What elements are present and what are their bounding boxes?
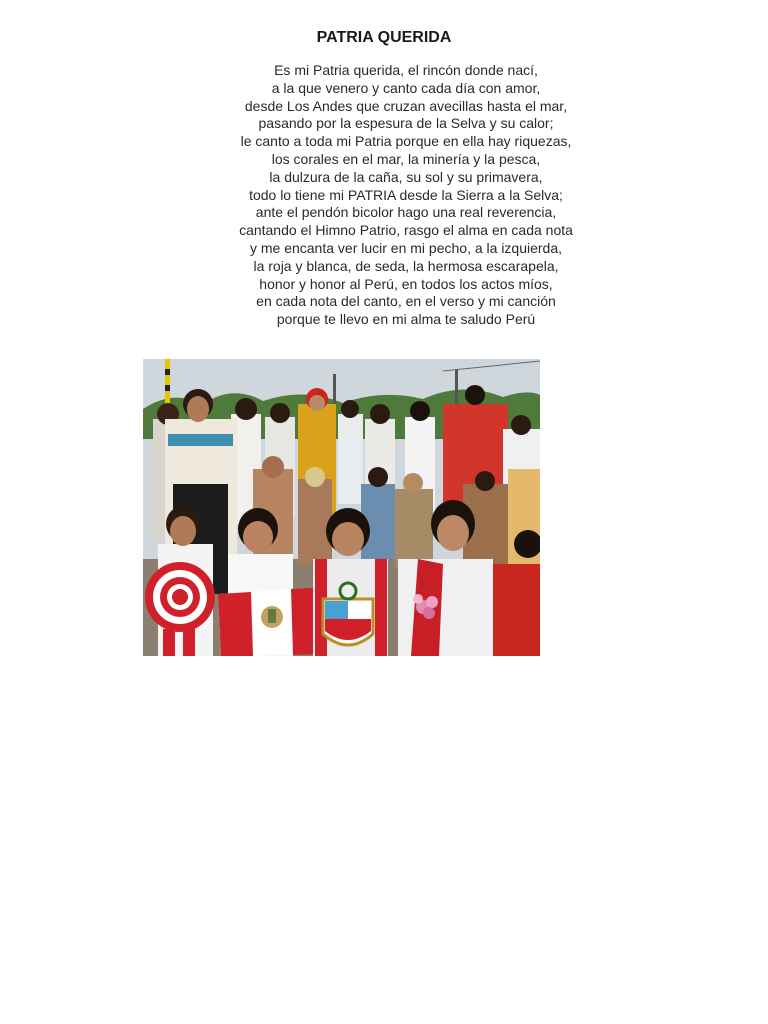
poem-line: a la que venero y canto cada día con amor, xyxy=(271,79,541,96)
poem-line: pasando por la espesura de la Selva y su calor; xyxy=(258,115,554,132)
poem-text xyxy=(0,62,768,329)
poem-line: ante el pendón bicolor hago una real reverencia, xyxy=(255,204,557,221)
poem-line: la roja y blanca, de seda, la hermosa escarapela, xyxy=(253,257,559,274)
poem-line: le canto a toda mi Patria porque en ella hay riquezas, xyxy=(240,133,572,150)
poem-line: honor y honor al Perú, en todos los actos míos, xyxy=(259,275,553,292)
page-title: PATRIA QUERIDA xyxy=(316,29,452,46)
poem-line: todo lo tiene mi PATRIA desde la Sierra a la Selva; xyxy=(249,186,563,203)
poem-line: la dulzura de la caña, su sol y su primavera, xyxy=(269,168,543,185)
poem-line: en cada nota del canto, en el verso y mi canción xyxy=(256,293,556,310)
poem-line: cantando el Himno Patrio, rasgo el alma en cada nota xyxy=(239,222,573,239)
poem-line: los corales en el mar, la minería y la pesca, xyxy=(271,150,541,167)
poem-line: Es mi Patria querida, el rincón donde nací, xyxy=(274,62,538,78)
poem-line: y me encanta ver lucir en mi pecho, a la izquierda, xyxy=(249,239,563,256)
group-photo xyxy=(143,359,540,656)
poem-line: desde Los Andes que cruzan avecillas hasta el mar, xyxy=(244,97,568,114)
poem-line: porque te llevo en mi alma te saludo Perú xyxy=(276,311,536,328)
